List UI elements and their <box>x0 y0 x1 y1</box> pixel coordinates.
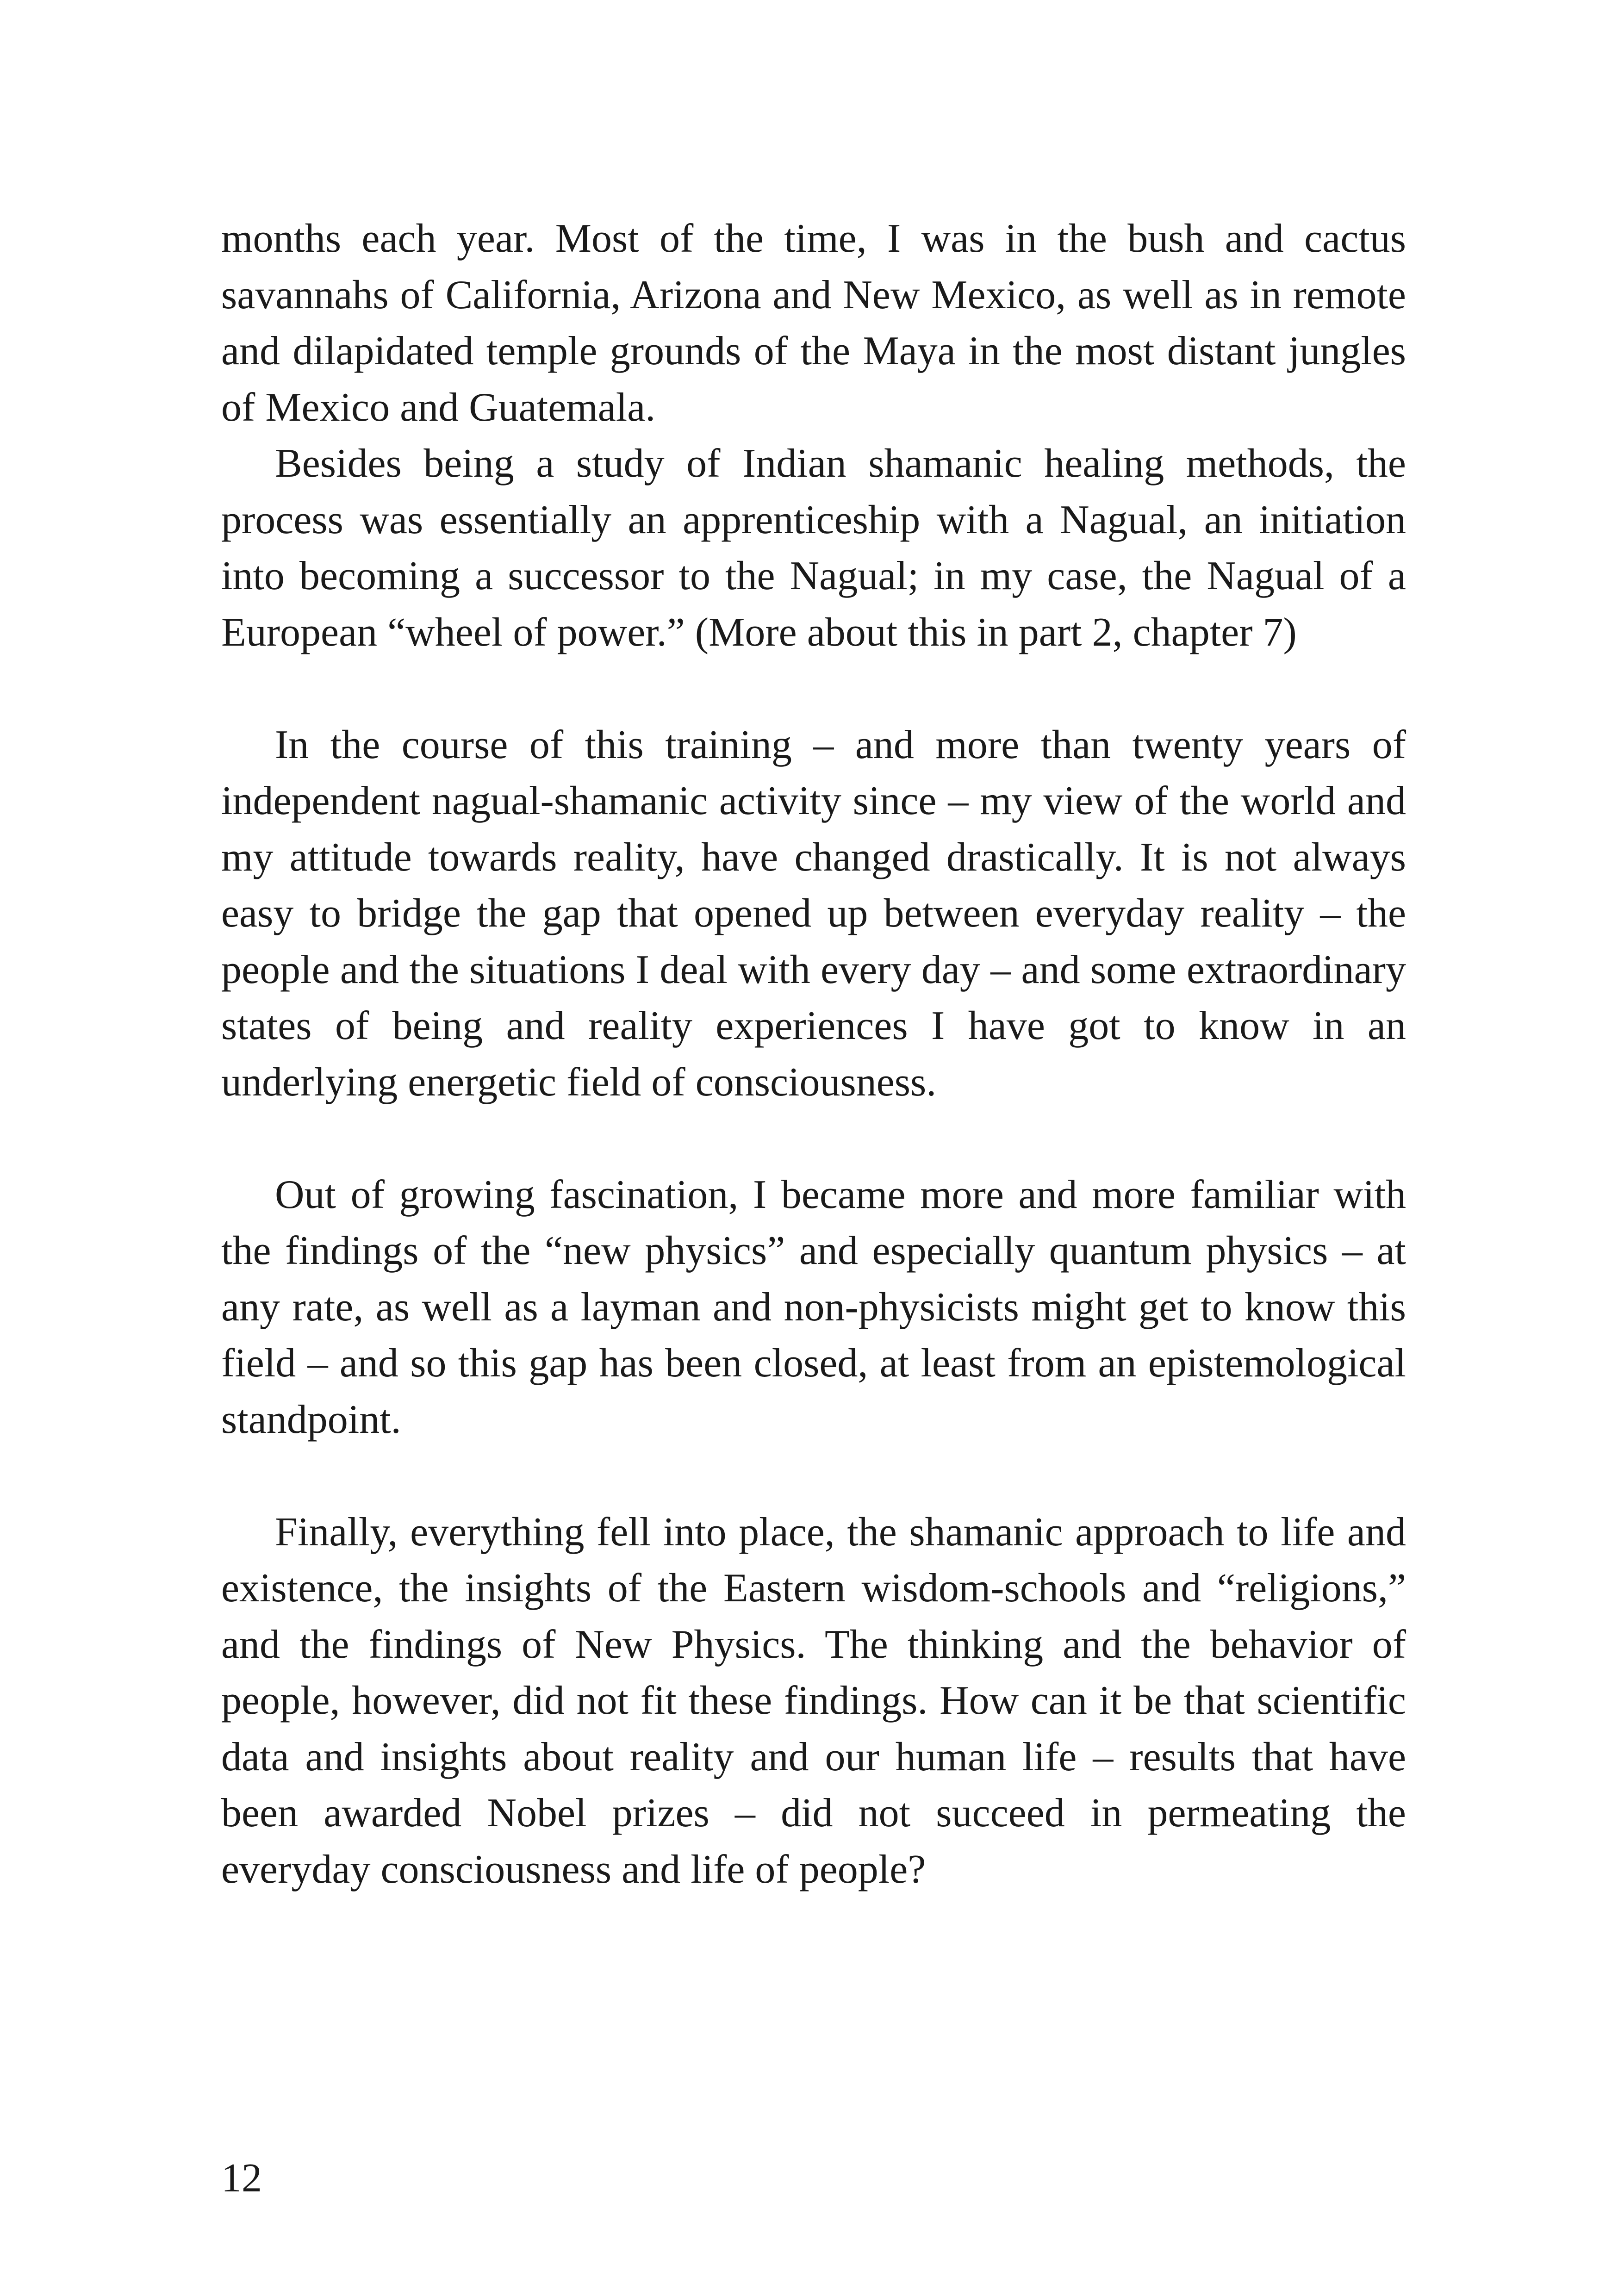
paragraph-training: In the course of this training – and more than twenty years of independent nagual-shamanic activity since – my view of the world and my attitude towards reality, have changed drastically. It is not always easy to bridge the gap that opened up between everyday reality – the people and the situations I deal with every day – and some extraordinary states of being and reality experiences I have got to know in an underlying energetic field of consciousness. <box>221 722 1406 1105</box>
body-text <box>221 211 1406 1898</box>
paragraph-new-physics: Out of growing fascination, I became more and more familiar with the findings of the “new physics” and especially quantum physics – at any rate, as well as a layman and non-physicists might get to know this field – and so this gap has been closed, at least from an epistemological standpoint. <box>221 1172 1406 1442</box>
paragraph-apprenticeship: Besides being a study of Indian shamanic healing methods, the process was essentially an apprenticeship with a Nagual, an initiation into becoming a successor to the Nagual; in my case, the Nagual of a European “wheel of power.” (More about this in part 2, chapter 7) <box>221 441 1406 655</box>
paragraph-finally: Finally, everything fell into place, the shamanic approach to life and existence, the insights of the Eastern wisdom-schools and “religions,” and the findings of New Physics. The thinking and the behavior of people, however, did not fit these findings. How can it be that scientific data and insights about reality and our human life – results that have been awarded Nobel prizes – did not succeed in permeating the everyday consciousness and life of people? <box>221 1509 1406 1892</box>
page-number: 12 <box>221 2156 262 2201</box>
paragraph-continuation: months each year. Most of the time, I was in the bush and cactus savannahs of California, Arizona and New Mexico, as well as in remote and dilapidated temple grounds of the Maya in the most distant jungles of Mexico and Guatemala. <box>221 216 1406 430</box>
